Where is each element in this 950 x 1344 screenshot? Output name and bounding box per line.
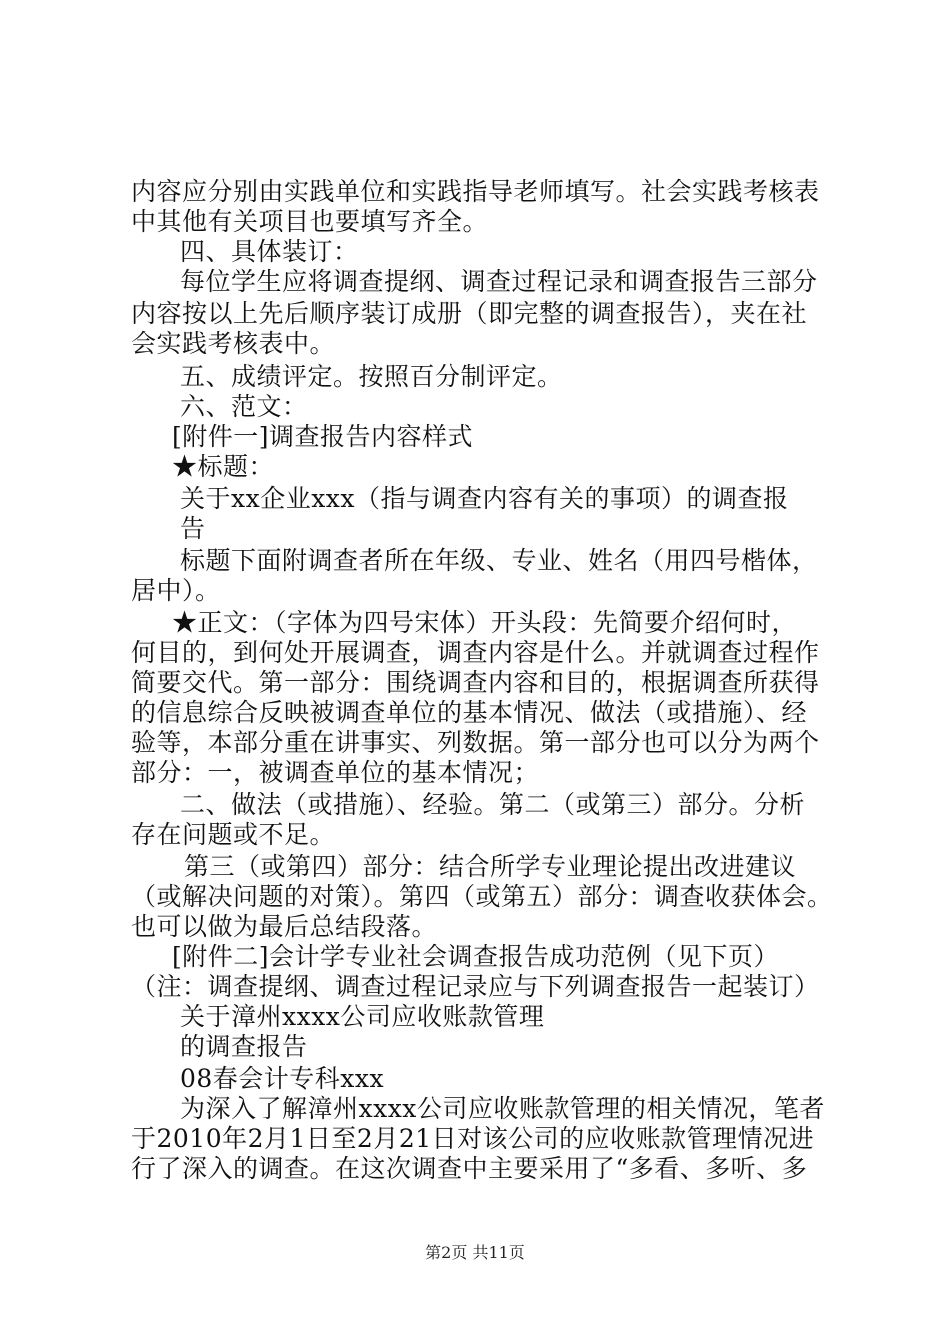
text-line: 中其他有关项目也要填写齐全。 bbox=[131, 207, 489, 236]
text-line: 行了深入的调查。在这次调查中主要采用了“多看、多听、多 bbox=[131, 1154, 808, 1183]
text-line: （注：调查提纲、调查过程记录应与下列调查报告一起装订） bbox=[131, 972, 820, 1001]
section-heading: 四、具体装订： bbox=[180, 237, 359, 266]
text-line: 存在问题或不足。 bbox=[131, 820, 336, 849]
text-line: 第三（或第四）部分：结合所学专业理论提出改进建议 bbox=[184, 852, 797, 881]
text-line: ★正文：（字体为四号宋体）开头段：先简要介绍何时， bbox=[172, 608, 798, 637]
text-line: 会实践考核表中。 bbox=[131, 329, 336, 358]
text-line: （或解决问题的对策）。第四（或第五）部分：调查收获体会。 bbox=[131, 882, 833, 911]
text-line: 告 bbox=[180, 514, 206, 543]
attachment-heading: [附件一]调查报告内容样式 bbox=[172, 422, 474, 451]
text-line: 也可以做为最后总结段落。 bbox=[131, 912, 438, 941]
section-heading: 五、成绩评定。按照百分制评定。 bbox=[180, 362, 563, 391]
report-author: 08春会计专科xxx bbox=[180, 1064, 385, 1093]
text-line: 为深入了解漳州xxxx公司应收账款管理的相关情况，笔者 bbox=[180, 1094, 825, 1123]
text-line: 居中）。 bbox=[131, 576, 221, 605]
text-line: 简要交代。第一部分：围绕调查内容和目的，根据调查所获得 bbox=[131, 668, 820, 697]
text-line: 于2010年2月1日至2月21日对该公司的应收账款管理情况进 bbox=[131, 1124, 815, 1153]
text-line: 的信息综合反映被调查单位的基本情况、做法（或措施）、经 bbox=[131, 698, 808, 727]
text-line: 内容应分别由实践单位和实践指导老师填写。社会实践考核表 bbox=[131, 177, 820, 206]
page-number-footer: 第2页 共11页 bbox=[425, 1243, 525, 1262]
text-line: 验等，本部分重在讲事实、列数据。第一部分也可以分为两个 bbox=[131, 728, 820, 757]
text-line: 部分：一，被调查单位的基本情况； bbox=[131, 758, 540, 787]
text-line: 二、做法（或措施）、经验。第二（或第三）部分。分析 bbox=[180, 790, 806, 819]
text-line: ★标题： bbox=[172, 452, 275, 481]
text-line: 何目的，到何处开展调查，调查内容是什么。并就调查过程作 bbox=[131, 638, 820, 667]
text-line: 每位学生应将调查提纲、调查过程记录和调查报告三部分 bbox=[180, 267, 818, 296]
text-line: 关于xx企业xxx（指与调查内容有关的事项）的调查报 bbox=[180, 484, 789, 513]
report-title: 关于漳州xxxx公司应收账款管理 bbox=[180, 1002, 545, 1031]
section-heading: 六、范文： bbox=[180, 392, 308, 421]
text-line: 标题下面附调查者所在年级、专业、姓名（用四号楷体， bbox=[180, 546, 818, 575]
attachment-heading: [附件二]会计学专业社会调查报告成功范例（见下页） bbox=[172, 942, 780, 971]
report-title: 的调查报告 bbox=[180, 1032, 308, 1061]
text-line: 内容按以上先后顺序装订成册（即完整的调查报告），夹在社 bbox=[131, 299, 808, 328]
